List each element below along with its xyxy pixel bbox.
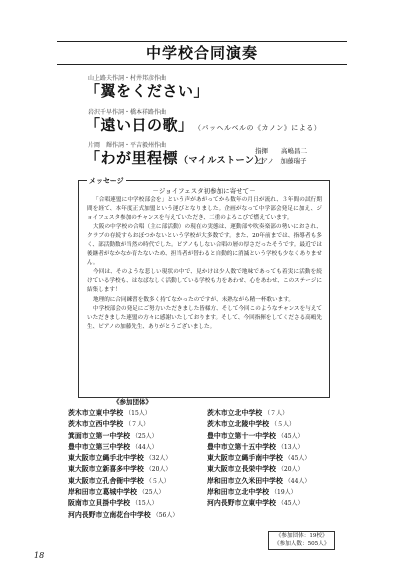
participant-name: 岸和田市立北中学校: [207, 488, 270, 497]
message-box: [78, 176, 330, 398]
participant-row: [207, 476, 310, 487]
message-paragraph: 「合唱連盟に中学校部会を」という声があがってから数年の月日が流れ、３年間の試行期間を経て、本年度正式加盟という運びとなりました。企画がなって中学部会発足に加え、ジョイフェスタ参加のチャンスを与えていただき、二重のよろこびで燃えています。: [87, 197, 322, 222]
message-paragraph: 中学校部会の発足にご努力いただきました皆様方、そして今回このようなチャンスを与えていただきました連盟の方々に感謝いたしております。そして、今回指揮をしてくださる高嶋先生、ピアノの加藤先生、ありがとうございました。: [87, 305, 322, 330]
participant-row: [207, 442, 310, 453]
participant-name: 阪南市立貝掛中学校: [68, 499, 131, 508]
participant-count: （13人）: [277, 443, 304, 451]
participant-name: 豊中市立第十一中学校: [207, 431, 276, 440]
participant-count: （15人）: [125, 410, 151, 417]
participant-row: [207, 498, 310, 509]
piece-3-credit: 片岡 輝作詞・平吉毅州作曲: [88, 142, 167, 149]
message-subtitle: －ジョイフェスタ初参加に寄せて－: [152, 187, 256, 195]
piece-2-subtitle: （パッヘルベルの《カノン》による）: [197, 124, 322, 132]
piece-2-credit: 岩沢千早作詞・橋本祥路作曲: [88, 109, 167, 116]
piece-3-title-text: 「わが里程標: [85, 149, 179, 167]
piece-3-subtitle: （マイルストーン）」: [179, 156, 269, 166]
summary-people: 《参加人数：505人》: [274, 540, 330, 547]
participant-name: 東大阪市立長栄中学校: [207, 465, 276, 474]
participant-row: [207, 419, 310, 430]
participant-row: [207, 453, 310, 464]
piece-1-credit: 山上路夫作詞・村井邦彦作曲: [88, 75, 167, 82]
participant-name: 岸和田市立葛城中学校: [68, 488, 137, 497]
participant-count: （15人）: [132, 500, 158, 508]
participant-count: （20人）: [145, 466, 172, 474]
participants-right-column: [207, 408, 310, 510]
participant-row: [68, 408, 178, 419]
message-paragraph: 大阪の中学校の合唱（主に部活動）の現在の実態は、運動部や吹奏楽部の勢いにおされ、クラブの存続すらおぼつかないという学校が大多数です。また、20年前までは、指導者も多く、部活動数が当然の時代でした。ピアノもしない合唱の層の厚さだったそうです。最近では後継者がなかなか育たないため、担当者が替わると自動的に消滅という学校も少なくありません。: [87, 224, 322, 267]
message-paragraph: 地理的に合同練習を数多く持てなかったのですが、未熟ながら精一杯歌います。: [93, 296, 294, 303]
participant-name: 茨木市立東中学校: [68, 409, 124, 417]
participant-count: （45人）: [284, 455, 311, 463]
participant-name: 茨木市立北中学校: [207, 409, 263, 417]
participant-count: （45人）: [277, 500, 304, 508]
piece-3-title: [85, 147, 269, 168]
participant-count: （７人）: [264, 410, 289, 417]
participant-row: [68, 464, 178, 475]
page-title: 中学校合同演奏: [57, 41, 347, 65]
participant-row: [207, 431, 310, 442]
participant-name: 箕面市立第一中学校: [68, 431, 131, 440]
participants-summary: [268, 531, 335, 550]
participant-row: [68, 419, 178, 430]
participant-count: （25人）: [132, 432, 158, 440]
participant-row: [207, 487, 310, 498]
message-label: メッセージ: [89, 176, 124, 185]
participant-name: 豊中市立第十五中学校: [207, 442, 276, 451]
participant-name: 岸和田市立久米田中学校: [207, 476, 283, 485]
participant-count: （44人）: [284, 477, 311, 485]
piece-2-title-text: 「遠い日の歌」: [85, 116, 194, 134]
participant-row: [68, 487, 178, 498]
page-number: 18: [34, 551, 45, 560]
participant-name: 豊中市立第三中学校: [68, 442, 131, 451]
message-body: [87, 196, 322, 391]
participant-count: （44人）: [132, 443, 158, 451]
participant-count: （25人）: [138, 489, 165, 497]
participant-name: 東大阪市立縄手南中学校: [207, 454, 283, 463]
participant-count: （32人）: [145, 455, 172, 463]
participant-row: [207, 408, 310, 419]
participant-row: [68, 431, 178, 442]
piece-1-title: [85, 80, 209, 101]
performers: 指揮 高嶋昌二 ピアノ 加藤瑞子: [255, 147, 307, 165]
participant-name: 河内長野市立南花台中学校: [68, 510, 151, 519]
participants-left-column: [68, 408, 178, 521]
participant-name: 河内長野市立東中学校: [207, 499, 276, 508]
participant-count: （５人）: [145, 477, 170, 485]
participant-row: [68, 498, 178, 509]
participant-name: 東大阪市立縄手北中学校: [68, 454, 144, 463]
participant-row: [68, 442, 178, 453]
participant-row: [207, 464, 310, 475]
participant-count: （45人）: [277, 432, 304, 440]
piece-2-title: [85, 114, 321, 135]
participant-row: [68, 510, 178, 521]
participant-count: （56人）: [152, 511, 179, 519]
participant-count: （20人）: [277, 466, 304, 474]
participant-name: 東大阪市立孔舎衙中学校: [68, 476, 144, 485]
participants-heading: 《参加団体》: [113, 398, 152, 406]
participant-name: 東大阪市立新喜多中学校: [68, 465, 144, 474]
participant-row: [68, 476, 178, 487]
message-paragraph: 今回は、そのような悲しい現状の中で、見かけは少人数で地味であっても着実に活動を続けている学校も、はなばなしく活動している学校も力をあわせ、心をあわせ、このステージに結集します！: [87, 269, 322, 294]
summary-groups: 《参加団体：19校》: [275, 533, 328, 539]
participant-count: （19人）: [271, 489, 297, 497]
participant-count: （７人）: [125, 421, 150, 429]
participant-name: 茨木市立北陵中学校: [207, 420, 270, 429]
participant-count: （５人）: [271, 421, 296, 429]
participant-row: [68, 453, 178, 464]
piece-1-title-text: 「翼をください」: [85, 82, 210, 100]
participant-name: 茨木市立西中学校: [68, 420, 124, 429]
